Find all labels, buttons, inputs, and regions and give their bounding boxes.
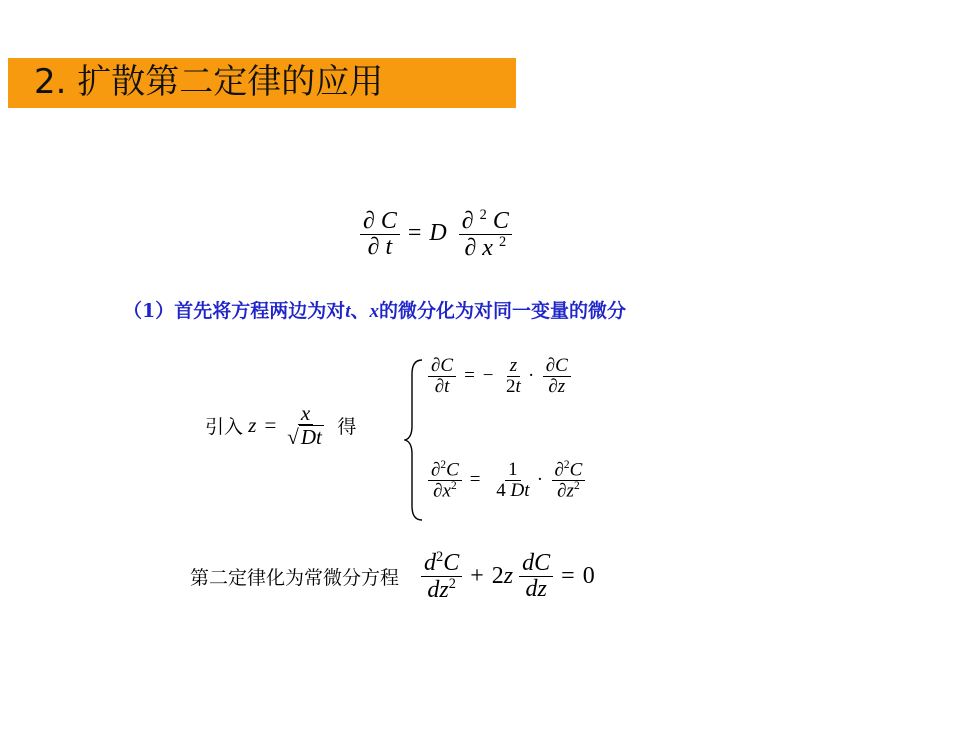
step-1-instruction: （1）首先将方程两边为对t、x的微分化为对同一变量的微分 xyxy=(123,300,627,322)
substitution-expression: 引入 z = x √ Dt 得 xyxy=(205,401,357,450)
slide-title: 2. 扩散第二定律的应用 xyxy=(34,62,384,102)
left-brace xyxy=(404,358,426,522)
chain-rule-second-space-derivative: $\frac{\partial^2C}{\partial x^2}$ = $\frac{1}{4 Dt}$ · $\frac{\partial^2C}{\partial z^2}$ xyxy=(428,460,585,502)
chain-rule-time-derivative: $\frac{\partial C}{\partial t}$ = − $\frac{z}{2t}$ · $\frac{\partial C}{\partial z}$ xyxy=(428,356,571,397)
ordinary-differential-equation: 第二定律化为常微分方程 $\frac{d^2C}{dz^2}$ + 2 z $\frac{dC}{dz}$ = 0 xyxy=(190,549,595,604)
get-label: 得 xyxy=(337,415,357,438)
intro-label: 引入 xyxy=(205,415,244,438)
ficks-second-law-equation: $\frac{\partial C}{\partial t}$ = D $\frac{\partial ^2 C}{\partial x ^2}$ xyxy=(360,208,512,261)
ode-label: 第二定律化为常微分方程 xyxy=(190,567,400,590)
